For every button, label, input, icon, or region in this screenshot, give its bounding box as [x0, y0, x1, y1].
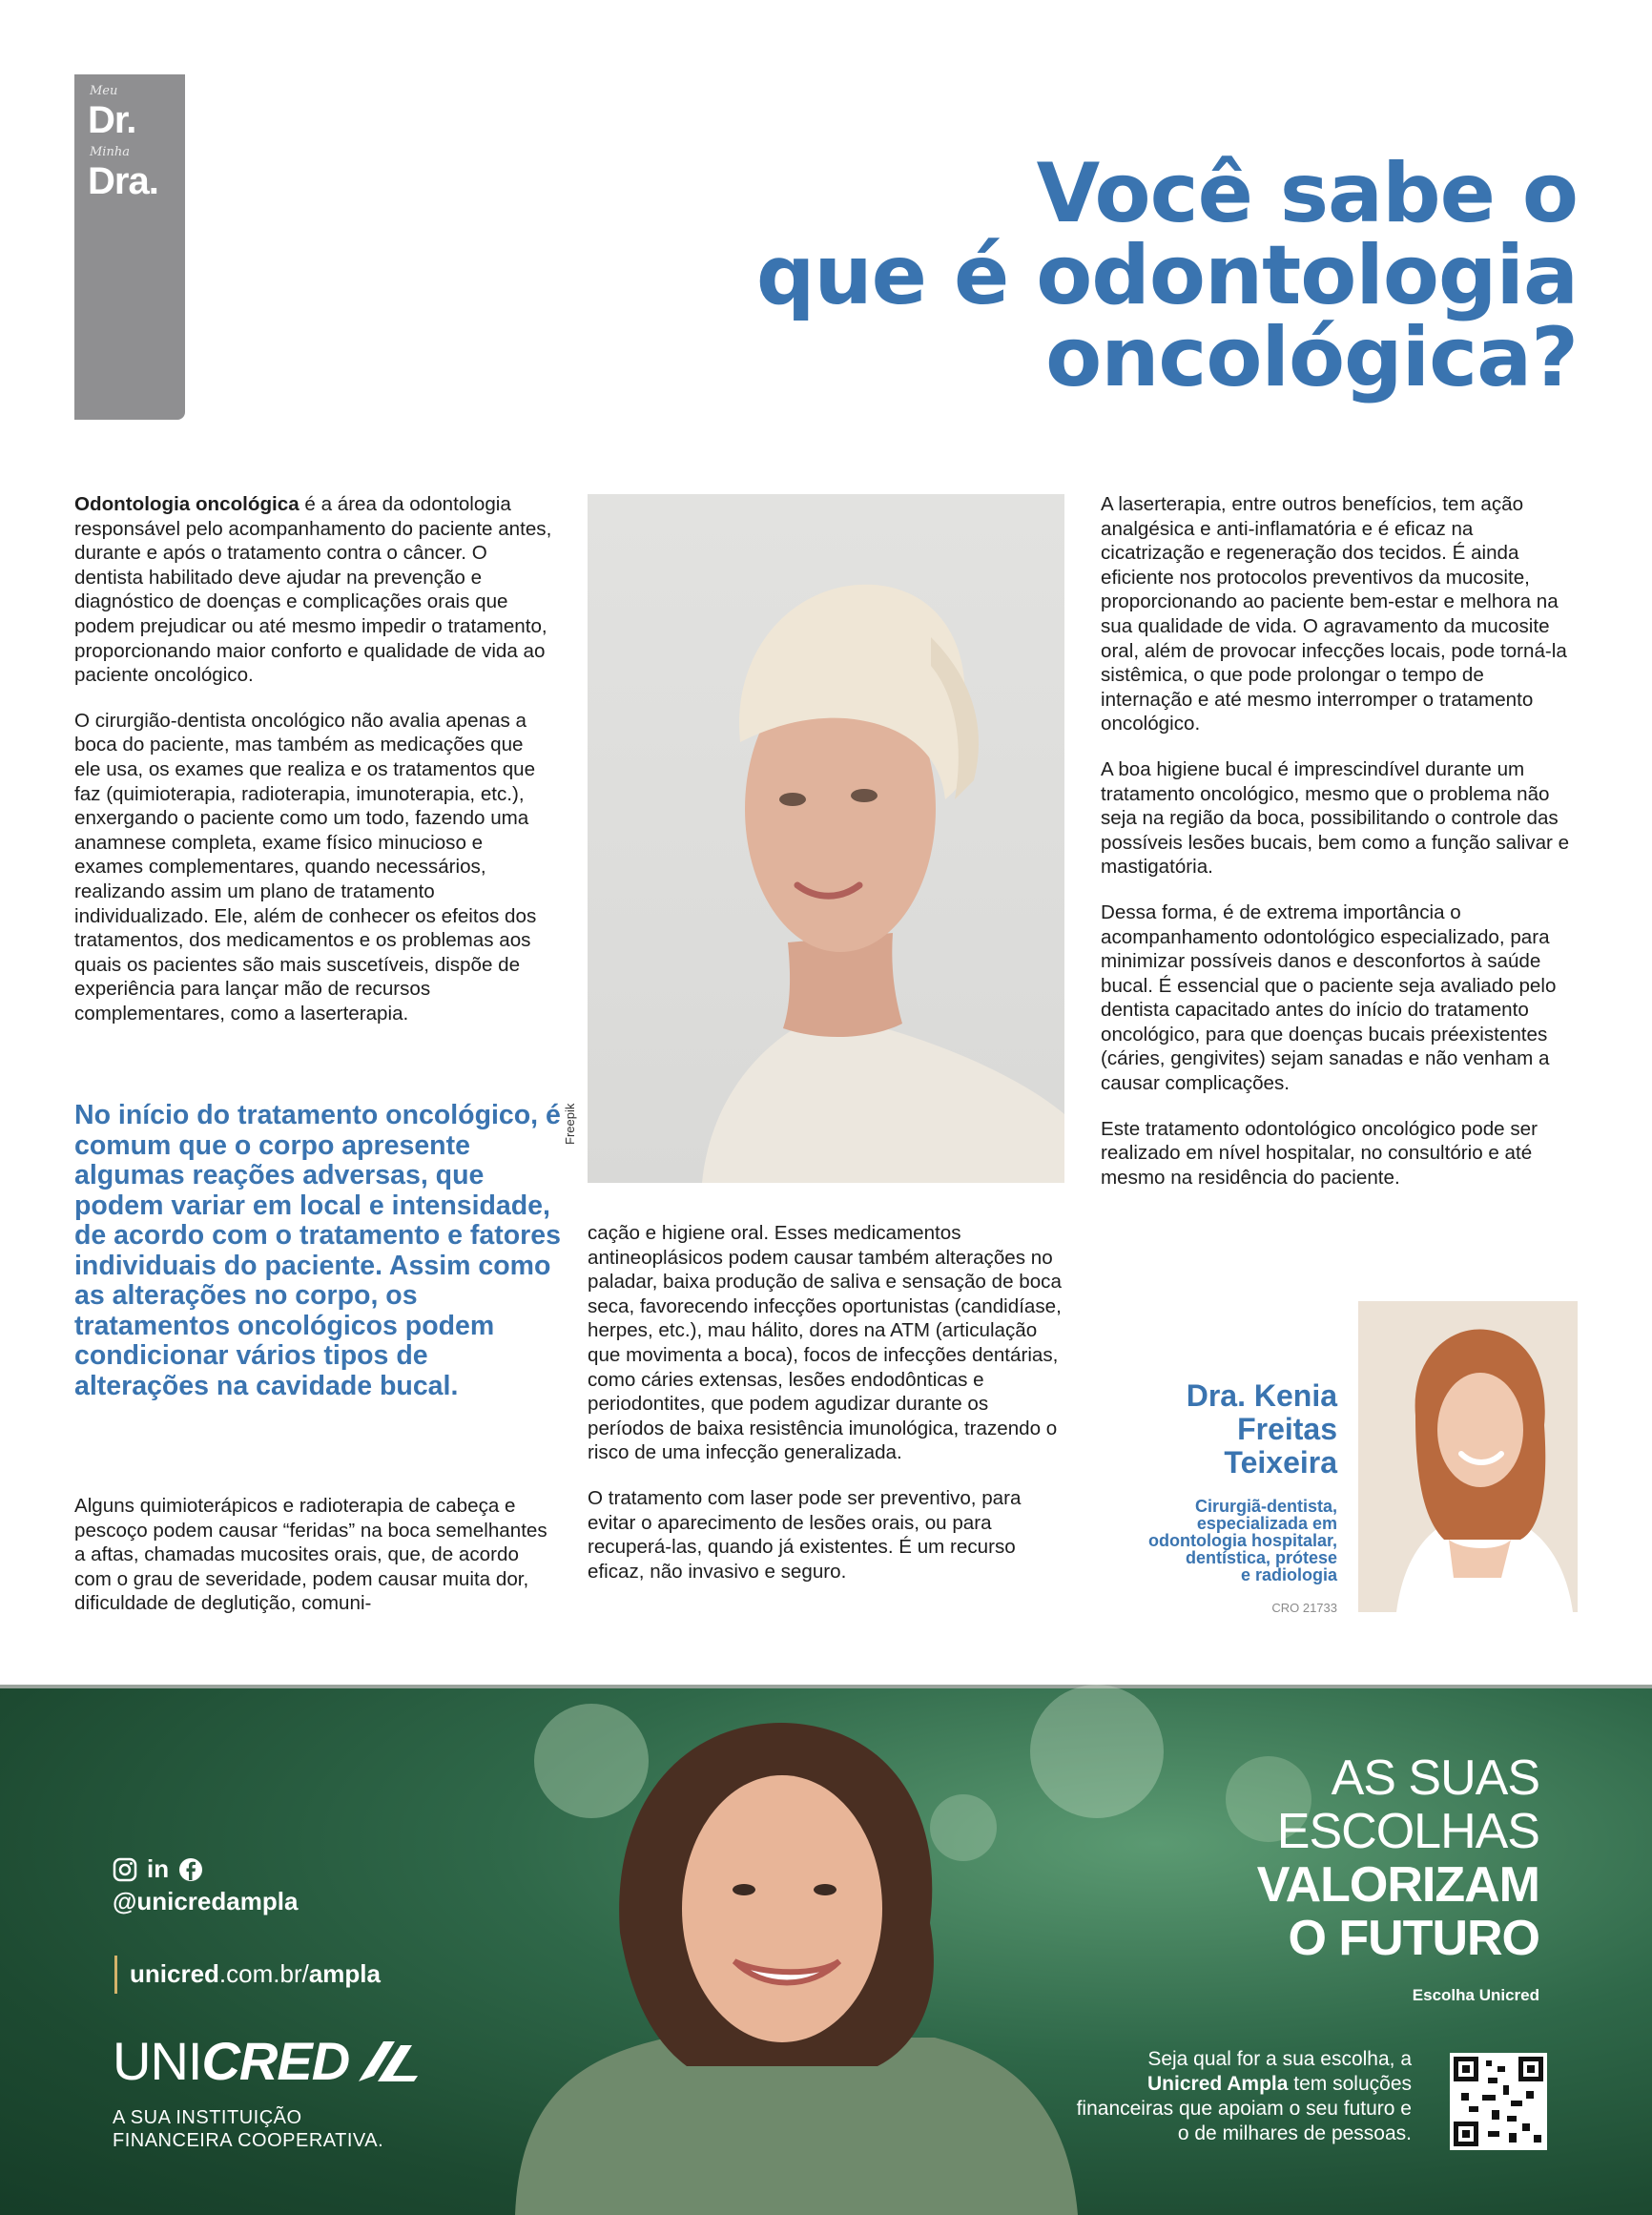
promo-text: tem soluções financeiras que apoiam o seu futuro e o de milhares de pessoas.: [1076, 2073, 1412, 2144]
logo-part: UNI: [113, 2031, 202, 2091]
linkedin-icon[interactable]: in: [147, 1854, 170, 1883]
social-handle[interactable]: @unicredampla: [113, 1887, 299, 1915]
tab-script-mid: Minha: [90, 145, 130, 159]
title-line-1: Você sabe o: [1036, 146, 1578, 241]
promo-bold: Unicred Ampla: [1147, 2073, 1289, 2095]
tagline-line: A SUA INSTITUIÇÃO: [113, 2107, 302, 2128]
banner-promo: [1068, 2047, 1412, 2146]
article-paragraph: [74, 492, 553, 688]
article-paragraph: O cirurgião-dentista oncológico não avalia apenas a boca do paciente, mas também as medicações que ele usa, os exames que realiza e os tratamentos que faz (quimioterapia, radioterapia, imunoterapia, etc.), enxergando o paciente como um todo, fazendo uma anamnese completa, exame físico minucioso e exames complementares, quando necessários, realizando assim um plano de tratamento individualizado. Ele, além de conhecer os efeitos dos tratamentos, dos medicamentos e os problemas aos quais os pacientes são mais suscetíveis, dispõe de experiência para lançar mão de recursos complementares, como a laserterapia.: [74, 709, 537, 1025]
qr-code[interactable]: [1450, 2053, 1547, 2150]
pull-quote: No início do tratamento oncológico, é comum que o corpo apresente algumas reações adversas, que podem variar em local e intensidade, de acordo com o tratamento e fatores individuais do paciente. Assim como as alterações no corpo, os tratamentos oncológicos podem condicionar vários tipos de alterações na cavidade bucal.: [74, 1100, 561, 1401]
article-column-3: [1101, 492, 1578, 1211]
tab-big-top: Dr.: [88, 99, 136, 141]
unicred-logo: [113, 2030, 422, 2092]
patient-photo: [588, 494, 1064, 1183]
promo-text: Seja qual for a sua escolha, a: [1147, 2048, 1412, 2070]
social-icons: [113, 1854, 203, 1884]
article-paragraph: A laserterapia, entre outros benefícios, tem ação analgésica e anti-inflamatória e é eficaz na cicatrização e regeneração dos tecidos. É ainda eficiente nos protocolos preventivos da mucosite, proporcionando ao paciente bem-estar e melhora na sua qualidade de vida. O agravamento da mucosite oral, além de provocar infecções locais, pode torná-la sistêmica, o que pode prolongar o tempo de internação e até mesmo interromper o tratamento oncológico.: [1101, 493, 1567, 735]
article-paragraph: Alguns quimioterápicos e radioterapia de cabeça e pescoço podem causar “feridas” na boca semelhantes a aftas, chamadas mucosites orais, que, de acordo com o grau de severidade, podem causar muita dor, dificuldade de deglutição, comuni-: [74, 1495, 547, 1615]
photo-credit: Freepik: [563, 1103, 577, 1145]
article-paragraph: Dessa forma, é de extrema importância o acompanhamento odontológico especializado, para minimizar possíveis danos e desconfortos à saúde bucal. É essencial que o paciente seja avaliado pelo dentista capacitado antes do início do tratamento oncológico, para que doenças bucais préexistentes (cáries, gengivites) sejam sanadas e não venham a causar complicações.: [1101, 900, 1557, 1095]
author-name-line: Dra. Kenia: [1186, 1378, 1337, 1413]
article-paragraph: A boa higiene bucal é imprescindível durante um tratamento oncológico, mesmo que o problema não seja na região da boca, possibilitando o controle das possíveis lesões bucais, bem como a função salivar e mastigatória.: [1101, 757, 1570, 879]
article-paragraph: Este tratamento odontológico oncológico pode ser realizado em nível hospitalar, no consultório e até mesmo na residência do paciente.: [1101, 1117, 1538, 1189]
author-illustration: [1358, 1301, 1578, 1612]
article-column-1-bottom: [74, 1494, 553, 1637]
logo-part: CRED: [201, 2031, 350, 2091]
banner-escolha: Escolha Unicred: [1412, 1986, 1539, 2004]
site-part: unicred: [130, 1959, 219, 1988]
unicred-tagline: [113, 2106, 383, 2152]
site-part: .com.br/: [218, 1959, 309, 1988]
site-accent-line: [114, 1956, 117, 1994]
author-desc-line: especializada em: [1196, 1514, 1337, 1533]
banner-slogan: [1257, 1751, 1539, 1965]
patient-illustration: [588, 494, 1064, 1183]
slogan-line: AS SUAS: [1331, 1750, 1539, 1806]
website-link[interactable]: [130, 1959, 381, 1989]
facebook-icon[interactable]: [178, 1857, 203, 1882]
site-part: ampla: [308, 1959, 381, 1988]
author-cro: CRO 21733: [1271, 1601, 1337, 1615]
tab-script-top: Meu: [90, 84, 118, 98]
unicred-logo-icon: [355, 2038, 422, 2085]
article-paragraph: cação e higiene oral. Esses medicamentos antineoplásicos podem causar também alterações no paladar, baixa produção de saliva e sensação de boca seca, favorecendo infecções oportunistas (candidíase, herpes, etc.), mau hálito, dores na ATM (articulação que movimenta a boca), focos de infecções dentárias, como cáries extensas, lesões endodônticas e periodontites, que podem agudizar durante os períodos de baixa resistência imunológica, trazendo o risco de uma infecção generalizada.: [588, 1222, 1062, 1464]
slogan-line: O FUTURO: [1288, 1911, 1539, 1966]
title-line-2: que é odontologia: [755, 228, 1578, 323]
article-column-1: [74, 492, 553, 1046]
lead-rest: é a área da odontologia responsável pelo acompanhamento do paciente antes, durante e após o tratamento contra o câncer. O dentista habilitado deve ajudar na prevenção e diagnóstico de doenças e complicações orais que podem prejudicar ou até mesmo impedir o tratamento, proporcionando maior conforto e qualidade de vida ao paciente oncológico.: [74, 493, 552, 687]
lead-bold: Odontologia oncológica: [74, 493, 299, 515]
article-column-2: [588, 1221, 1064, 1604]
author-desc-line: odontologia hospitalar,: [1148, 1531, 1337, 1550]
author-desc-line: Cirurgiã-dentista,: [1194, 1497, 1337, 1516]
qr-code-icon: [1454, 2057, 1543, 2146]
author-description: [1051, 1498, 1337, 1584]
slogan-line: VALORIZAM: [1256, 1857, 1539, 1913]
author-photo: [1358, 1301, 1578, 1612]
author-name-line: Teixeira: [1224, 1445, 1337, 1480]
author-name-line: Freitas: [1237, 1412, 1337, 1446]
tab-big-bottom: Dra.: [88, 160, 158, 202]
author-desc-line: e radiologia: [1240, 1565, 1337, 1584]
section-tab: [74, 74, 185, 420]
article-paragraph: O tratamento com laser pode ser preventivo, para evitar o aparecimento de lesões orais, ou para recuperá-las, quando já existentes. É um recurso eficaz, não invasivo e seguro.: [588, 1486, 1022, 1583]
tagline-line: FINANCEIRA COOPERATIVA.: [113, 2130, 384, 2151]
title-line-3: oncológica?: [1045, 310, 1578, 405]
instagram-icon[interactable]: [113, 1857, 137, 1882]
author-desc-line: dentística, prótese: [1185, 1548, 1337, 1567]
slogan-line: ESCOLHAS: [1276, 1804, 1539, 1859]
author-name: [1051, 1379, 1337, 1480]
page-title: [528, 146, 1578, 405]
